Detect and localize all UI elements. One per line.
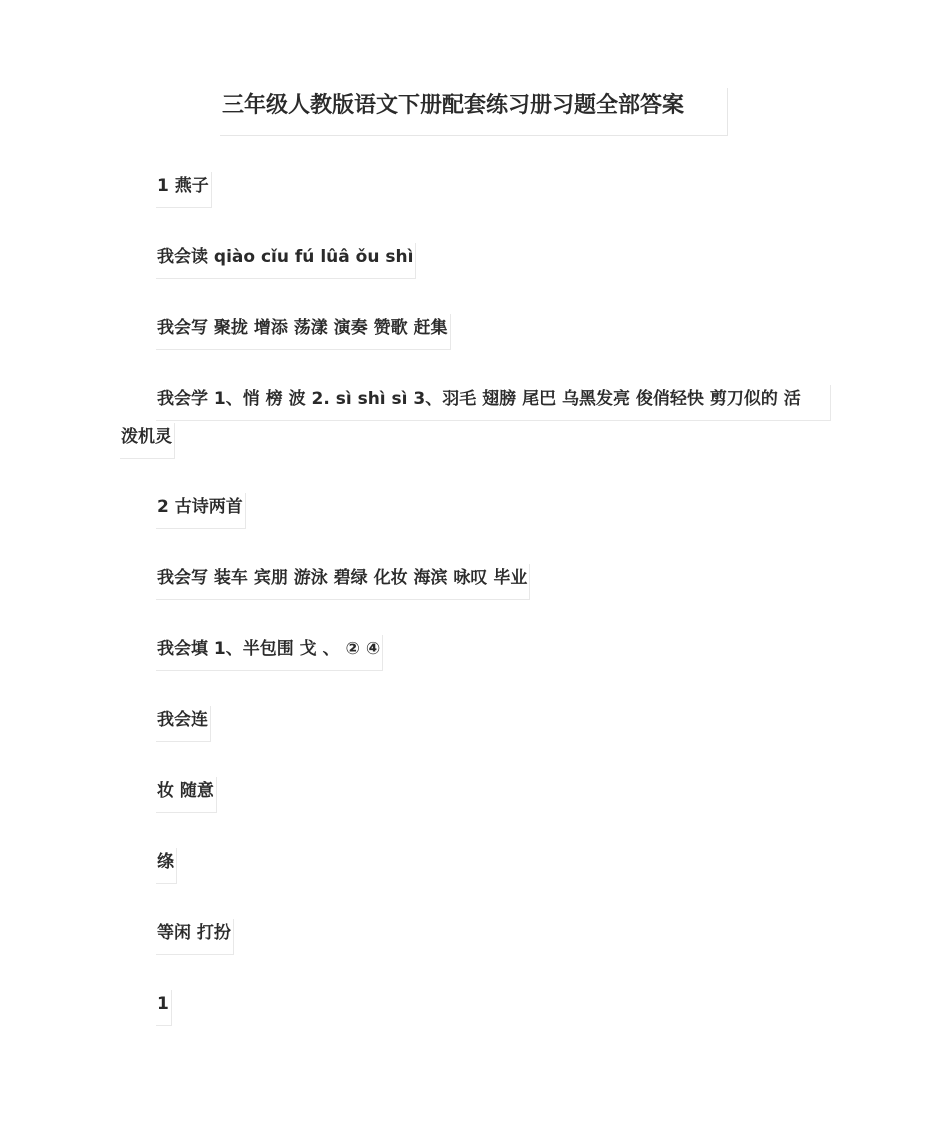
answer-line-learn-continued: 泼机灵 bbox=[120, 423, 175, 459]
connect-item-2: 绦 bbox=[156, 848, 177, 884]
connect-item-3: 等闲 打扮 bbox=[156, 919, 234, 955]
answer-line-write-2: 我会写 装车 宾朋 游泳 碧绿 化妆 海滨 咏叹 毕业 bbox=[156, 564, 530, 600]
section-heading-lesson-1: 1 燕子 bbox=[156, 172, 212, 208]
answer-line-learn: 我会学 1、悄 榜 波 2. sì shì sì 3、羽毛 翅膀 尾巴 乌黑发亮 俊俏轻快 剪刀似的 活 bbox=[156, 385, 831, 421]
answer-line-connect: 我会连 bbox=[156, 706, 211, 742]
answer-line-write: 我会写 聚拢 增添 荡漾 演奏 赞歌 赶集 bbox=[156, 314, 451, 350]
document-title: 三年级人教版语文下册配套练习册习题全部答案 bbox=[220, 88, 728, 136]
page-number: 1 bbox=[156, 990, 172, 1026]
connect-item-1: 妆 随意 bbox=[156, 777, 217, 813]
answer-line-fill: 我会填 1、半包围 戈 、 ② ④ bbox=[156, 635, 383, 671]
answer-line-read: 我会读 qiào cǐu fú lûâ ǒu shì bbox=[156, 243, 416, 279]
section-heading-lesson-2: 2 古诗两首 bbox=[156, 493, 246, 529]
